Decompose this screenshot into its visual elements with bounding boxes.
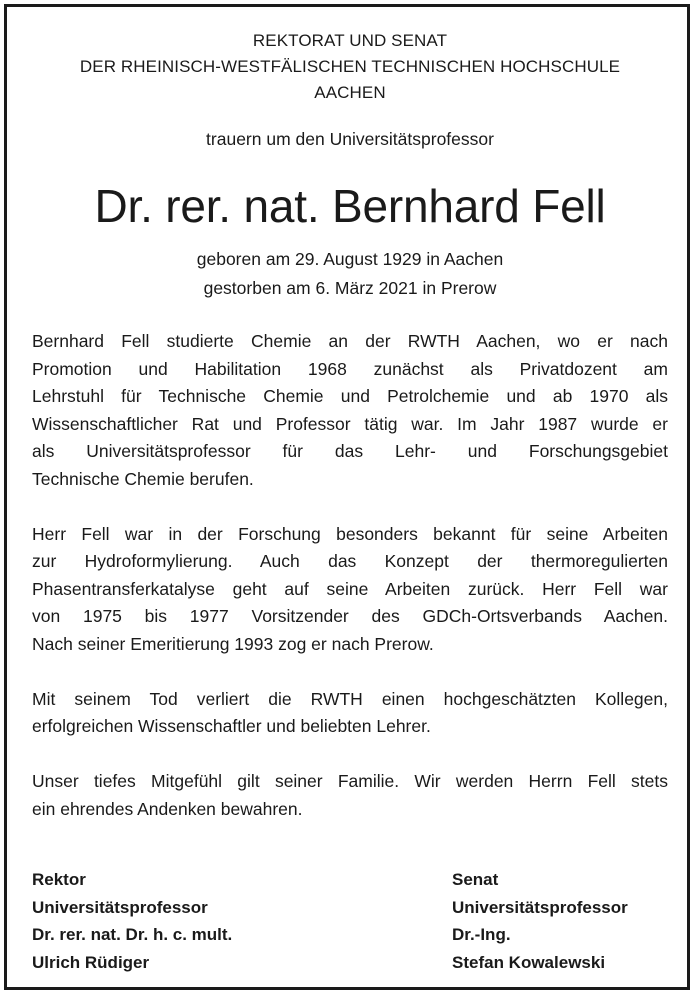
obituary-text	[32, 328, 668, 851]
text-line: Unser tiefes Mitgefühl gilt seiner Familie. Wir werden Herrn Fell stets	[32, 771, 668, 791]
subtitle: trauern um den Universitätsprofessor	[206, 129, 494, 149]
text-line: Technische Chemie berufen.	[32, 468, 254, 489]
header-line-1: REKTORAT UND SENAT	[252, 31, 448, 50]
text-line: ein ehrendes Andenken bewahren.	[32, 798, 303, 819]
header-line-3: AACHEN	[314, 83, 386, 102]
header	[0, 28, 700, 106]
header-line-2: DER RHEINISCH-WESTFÄLISCHEN TECHNISCHEN HOCHSCHULE	[79, 57, 621, 76]
text-line: Wissenschaftlicher Rat und Professor tätig war. Im Jahr 1987 wurde er	[32, 413, 668, 434]
text-line: Bernhard Fell studierte Chemie an der RWTH Aachen, wo er nach	[32, 331, 668, 351]
signature-rector	[32, 866, 232, 976]
signature-role: Senat	[452, 870, 499, 889]
signature-senate	[452, 866, 628, 976]
signature-name: Stefan Kowalewski	[452, 952, 606, 972]
death-date: gestorben am 6. März 2021 in Prerow	[203, 278, 497, 298]
text-line: Lehrstuhl für Technische Chemie und Petrolchemie und ab 1970 als	[32, 386, 668, 406]
text-line: erfolgreichen Wissenschaftler und beliebten Lehrer.	[32, 716, 431, 736]
paragraph-career	[32, 328, 668, 493]
signature-role: Rektor	[32, 870, 86, 889]
signature-degree: Dr.-Ing.	[452, 925, 511, 944]
text-line: als Universitätsprofessor für das Lehr- und Forschungsgebiet	[32, 441, 668, 461]
text-line: zur Hydroformylierung. Auch das Konzept der thermoregulierten	[32, 551, 668, 571]
text-line: Nach seiner Emeritierung 1993 zog er nach Prerow.	[32, 633, 434, 654]
paragraph-loss	[32, 686, 668, 741]
paragraph-research	[32, 521, 668, 659]
signature-title: Universitätsprofessor	[452, 897, 628, 917]
signature-name: Ulrich Rüdiger	[32, 952, 150, 972]
signature-degree: Dr. rer. nat. Dr. h. c. mult.	[32, 925, 233, 944]
paragraph-condolence	[32, 768, 668, 823]
deceased-name: Dr. rer. nat. Bernhard Fell	[94, 180, 606, 232]
text-line: von 1975 bis 1977 Vorsitzender des GDCh-Ortsverbands Aachen.	[32, 606, 668, 626]
signature-title: Universitätsprofessor	[32, 897, 208, 917]
text-line: Phasentransferkatalyse geht auf seine Arbeiten zurück. Herr Fell war	[32, 578, 668, 599]
text-line: Mit seinem Tod verliert die RWTH einen hochgeschätzten Kollegen,	[32, 688, 668, 709]
life-dates	[0, 245, 700, 303]
birth-date: geboren am 29. August 1929 in Aachen	[196, 249, 504, 269]
text-line: Herr Fell war in der Forschung besonders bekannt für seine Arbeiten	[32, 523, 668, 544]
text-line: Promotion und Habilitation 1968 zunächst als Privatdozent am	[32, 358, 668, 379]
